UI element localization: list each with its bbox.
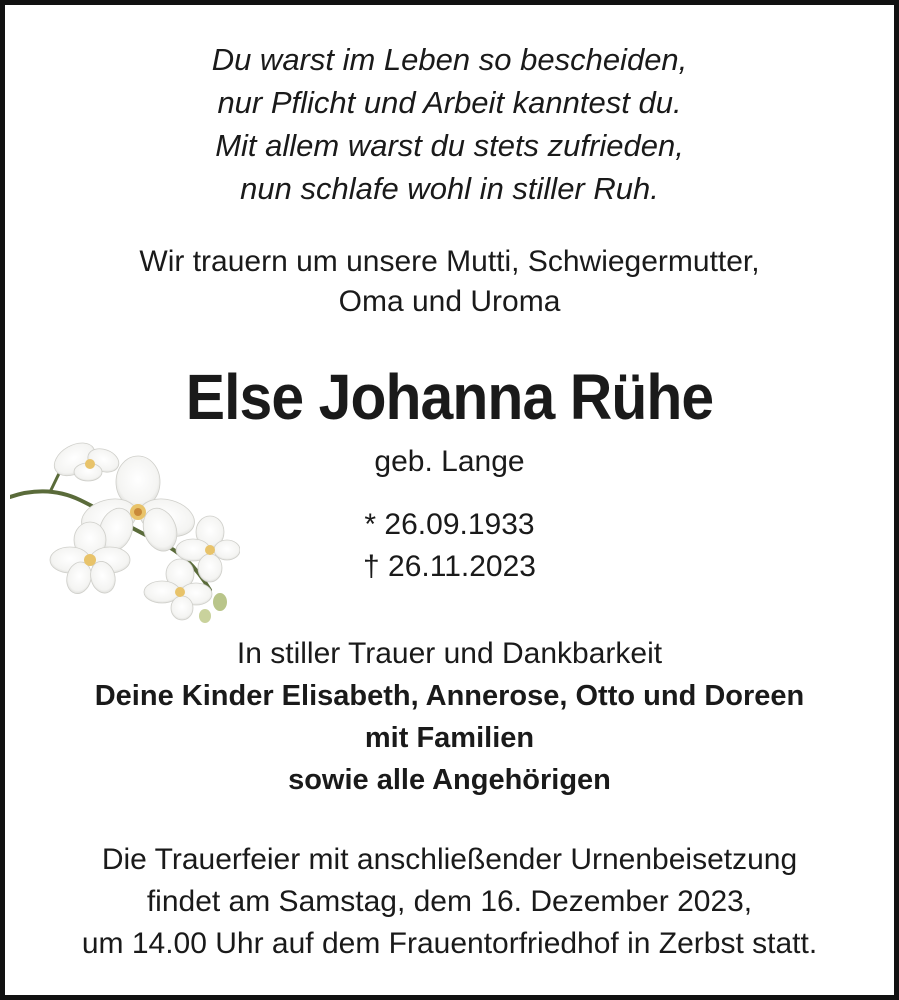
poem-line-3: Mit allem warst du stets zufrieden,	[215, 128, 684, 163]
intro-line-2: Oma und Uroma	[338, 285, 561, 318]
birth-name: geb. Lange	[374, 445, 525, 478]
poem-line-4: nun schlafe wohl in stiller Ruh.	[240, 171, 659, 206]
mourners-intro: In stiller Trauer und Dankbarkeit	[236, 637, 663, 670]
orchid-icon	[10, 430, 240, 625]
mourners-line-3: sowie alle Angehörigen	[288, 764, 611, 796]
mourners-line-1: Deine Kinder Elisabeth, Annerose, Otto und Doreen	[94, 680, 805, 712]
ceremony-line-2: findet am Samstag, dem 16. Dezember 2023,	[146, 885, 753, 918]
ceremony-line-1: Die Trauerfeier mit anschließender Urnenbeisetzung	[101, 843, 798, 876]
intro-line-1: Wir trauern um unsere Mutti, Schwiegermutter,	[139, 245, 760, 278]
ceremony-line-3: um 14.00 Uhr auf dem Frauentorfriedhof in Zerbst statt.	[81, 927, 818, 960]
poem-line-1: Du warst im Leben so bescheiden,	[211, 42, 688, 77]
mourners-line-2: mit Familien	[364, 722, 535, 754]
death-date: † 26.11.2023	[363, 550, 536, 583]
birth-date: * 26.09.1933	[364, 508, 535, 541]
deceased-name: Else Johanna Rühe	[185, 361, 714, 433]
poem-line-2: nur Pflicht und Arbeit kanntest du.	[217, 85, 682, 120]
